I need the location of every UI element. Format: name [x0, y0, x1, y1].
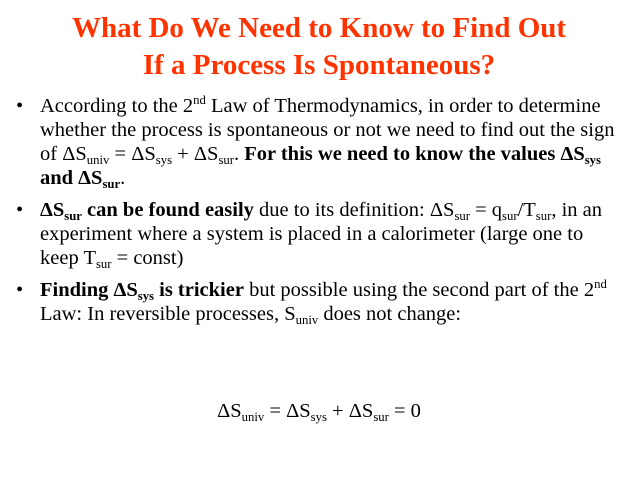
- b1-bold-sub-sys: sys: [584, 153, 601, 167]
- b1-text-2: Law of Thermodynamics, in order to determine whether the process is spontaneous or not we need to find out the sign of ΔS: [40, 95, 615, 165]
- b1-bold-text: For this we need to know the values ΔS: [244, 143, 585, 165]
- entropy-equation: [0, 400, 638, 423]
- bullet-delta-s-sur: [14, 198, 626, 270]
- eq-delta-1: ΔS: [217, 400, 242, 422]
- b2-text-1: due to its definition: ΔS: [253, 199, 455, 221]
- b2-bold-delta: ΔS: [40, 199, 65, 221]
- b1-bold-sub-sur: sur: [102, 177, 121, 191]
- b3-sup-nd: nd: [594, 277, 607, 291]
- bullet-second-law: [14, 94, 626, 190]
- b2-sub-sur-1: sur: [454, 209, 470, 223]
- title-line-2: If a Process Is Spontaneous?: [142, 49, 496, 81]
- eq-sub-univ: univ: [241, 410, 265, 424]
- b1-text-plus: + ΔS: [172, 143, 219, 165]
- b3-text-3: does not change:: [318, 303, 462, 325]
- b1-sub-sur: sur: [218, 153, 234, 167]
- b2-bold-text: can be found easily: [81, 199, 254, 221]
- b2-text-4: , in an experiment where a system is placed in a calorimeter (large one to keep T: [40, 199, 602, 269]
- bullet-dot: •: [16, 279, 24, 301]
- b1-sub-sys: sys: [155, 153, 173, 167]
- b1-text-eq: = ΔS: [109, 143, 156, 165]
- bullet-dot: •: [16, 199, 24, 221]
- b1-bold-and: and ΔS: [40, 167, 103, 189]
- title-line-1: What Do We Need to Know to Find Out: [71, 12, 567, 44]
- bullet-finding-delta-s-sys: [14, 278, 626, 326]
- eq-sub-sur: sur: [373, 410, 389, 424]
- b2-text-3: /T: [517, 199, 536, 221]
- bullet-dot: •: [16, 95, 24, 117]
- eq-plus: + ΔS: [326, 400, 374, 422]
- b3-bold-1: Finding ΔS: [40, 279, 138, 301]
- b1-text-dot: .: [233, 143, 245, 165]
- b3-bold-sub-sys: sys: [137, 289, 154, 303]
- b1-sup-nd: nd: [193, 93, 206, 107]
- b2-sub-sur-2: sur: [502, 209, 518, 223]
- b2-text-5: = const): [111, 247, 184, 269]
- b2-sub-sur-3: sur: [535, 209, 552, 223]
- eq-zero: = 0: [388, 400, 421, 422]
- b1-end: .: [120, 167, 126, 189]
- b2-sub-sur-4: sur: [95, 257, 112, 271]
- eq-equals: = ΔS: [264, 400, 311, 422]
- bullet-list: [14, 94, 626, 334]
- b3-bold-2: is trickier: [154, 279, 244, 301]
- slide-title: [0, 10, 638, 84]
- b1-text-1: According to the 2: [40, 95, 194, 117]
- b1-sub-univ: univ: [86, 153, 110, 167]
- b3-text-1: but possible using the second part of the 2: [243, 279, 595, 301]
- b3-sub-univ: univ: [295, 313, 319, 327]
- b2-bold-sub-sur: sur: [64, 209, 82, 223]
- eq-sub-sys: sys: [310, 410, 327, 424]
- b3-text-2: Law: In reversible processes, S: [40, 303, 296, 325]
- b2-text-2: = q: [469, 199, 503, 221]
